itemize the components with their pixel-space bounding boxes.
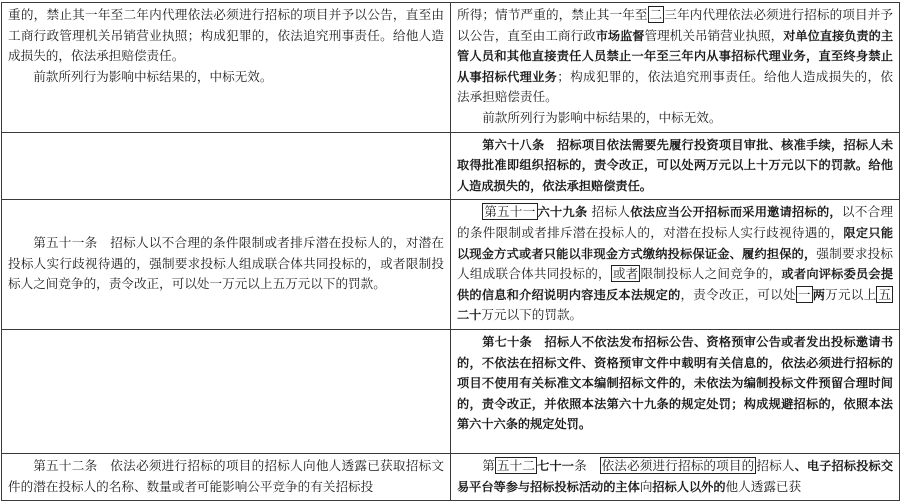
added-text: 二十 [457,308,482,323]
new-text-cell [451,329,900,453]
added-text: 限定只能以现金方式或者只能以非现金方式缴纳投标保证金、履约担保的， [457,225,894,261]
added-text: 或者向评标委员会提供的信息和介绍说明内容违反本法规定的 [457,267,894,302]
old-text-cell [2,3,451,133]
deleted-text-box: 依法必须进行招标的项目的 [601,457,755,473]
text-span: 依法必须进行招标的项目的招标人向他人透露已获取招标文件的潜在投标人的名称、数量或者可能影响公平竞争的有关招标投 [8,457,445,494]
article-heading: 六十九条 [537,205,588,220]
added-text: 、电子招标投标交易平台等参与招标投标活动的主体 [457,458,894,494]
table-row [2,132,900,200]
text-span: 强制要求投标人组成联合体共同投标的， [457,245,894,282]
paragraph: 前款所列行为影响中标结果的，中标无效。 [33,68,273,84]
text-span: 管理机关吊销营业执照， [644,27,784,43]
added-text: 依法应当公开招标而采用邀请招标的， [630,205,842,220]
text-span: ，责令改正，可以处 [680,286,796,302]
text-span: 招标人以不合理的条件限制或者排斥潜在投标人的，对潜在投标人实行歧视待遇的，强制要求投标人组成联合体共同投标的，或者限制投标人之间竞争的，责令改正，可以处一万元以上五万元以下的罚款。 [8,235,445,292]
deleted-text-box: 二 [649,7,663,22]
text-span: 限制投标人之间竞争的， [640,266,782,282]
old-text-cell [2,132,451,200]
article-heading: 第五十二条 [33,457,98,473]
text-span: 所得；情节严重的，禁止其一年至 [457,7,648,22]
table-row [2,329,900,453]
deleted-text-box: 一 [797,286,811,302]
new-text-cell [451,132,900,200]
table-row [2,200,900,330]
table-row [2,3,900,133]
article-heading: 七十一 [537,458,575,473]
new-text-cell [451,3,900,133]
text-span: 招标人 [591,204,631,220]
table-row [2,453,900,500]
paragraph [8,456,444,497]
text-span: 条 [574,457,587,473]
new-text-cell [451,200,900,330]
added-text: 招标人不依法发布招标公告、资格预审公告或者发出投标邀请书的，不依法在招标文件、资格预审文件中载明有关信息的，依法必须进行招标的项目不使用有关标准文本编制招标文件的，未依法为编制投标文件预留合理时间的，责令改正，并依照本法第六十九条的规定处罚；构成规避招标的，依照本法第六十六条的规定处罚。 [457,334,894,432]
deleted-text-box: 五十二 [496,457,536,473]
old-text-cell [2,329,451,453]
added-text: 招标人以外的 [652,479,726,494]
paragraph [457,5,893,108]
paragraph [457,135,893,197]
text-span: 三年内代理依法必须进行招标的项目并予以公告，直至由工商行政 [457,7,894,43]
paragraph: 重的，禁止其一年至二年内代理依法必须进行招标的项目并予以公告，直至由工商行政管理机关吊销营业执照；构成犯罪的，依法追究刑事责任。给他人造成损失的，依法承担赔偿责任。 [8,7,444,64]
deleted-text-box: 五 [878,286,892,302]
text-span: 以不合理的条件限制或者排斥潜在投标人的，对潜在投标人实行歧视待遇的， [457,204,894,240]
paragraph [457,332,893,435]
deleted-text-box: 或者 [612,266,639,282]
paragraph [8,233,444,295]
paragraph: 前款所列行为影响中标结果的，中标无效。 [482,109,722,125]
deleted-text-box: 第五十一 [484,204,536,220]
article-heading: 第六十八条 [482,137,545,152]
old-text-cell [2,200,451,330]
text-span: 向 [639,478,653,494]
text-span: ；构成犯罪的，依法追究刑事责任。给他人造成损失的，依法承担赔偿责任。 [457,68,894,105]
new-text-cell [451,453,900,500]
text-span: 招标人 [756,457,795,473]
text-span: 他人透露已获 [725,478,802,494]
added-text: 招标项目依法需要先履行投资项目审批、核准手续，招标人未取得批准即组织招标的，责令改正，可以处两万元以上十万元以下的罚款。给他人造成损失的，依法承担赔偿责任。 [457,137,894,193]
added-text: 对单位直接负责的主管人员和其他直接责任人员禁止一年至三年内从事招标代理业务，直至终身禁止从事招标代理业务 [457,28,894,84]
article-heading: 第五十一条 [33,235,98,251]
article-heading: 第七十条 [482,334,533,349]
law-comparison-table [1,2,900,501]
text-span: 第 [482,457,495,473]
old-text-cell [2,453,451,500]
paragraph [457,202,893,326]
text-span: 万元以下的罚款。 [481,307,583,323]
paragraph [457,456,893,497]
added-text: 市场监督 [595,28,645,43]
added-text: 两 [812,287,826,302]
text-span: 万元以上 [825,286,877,302]
